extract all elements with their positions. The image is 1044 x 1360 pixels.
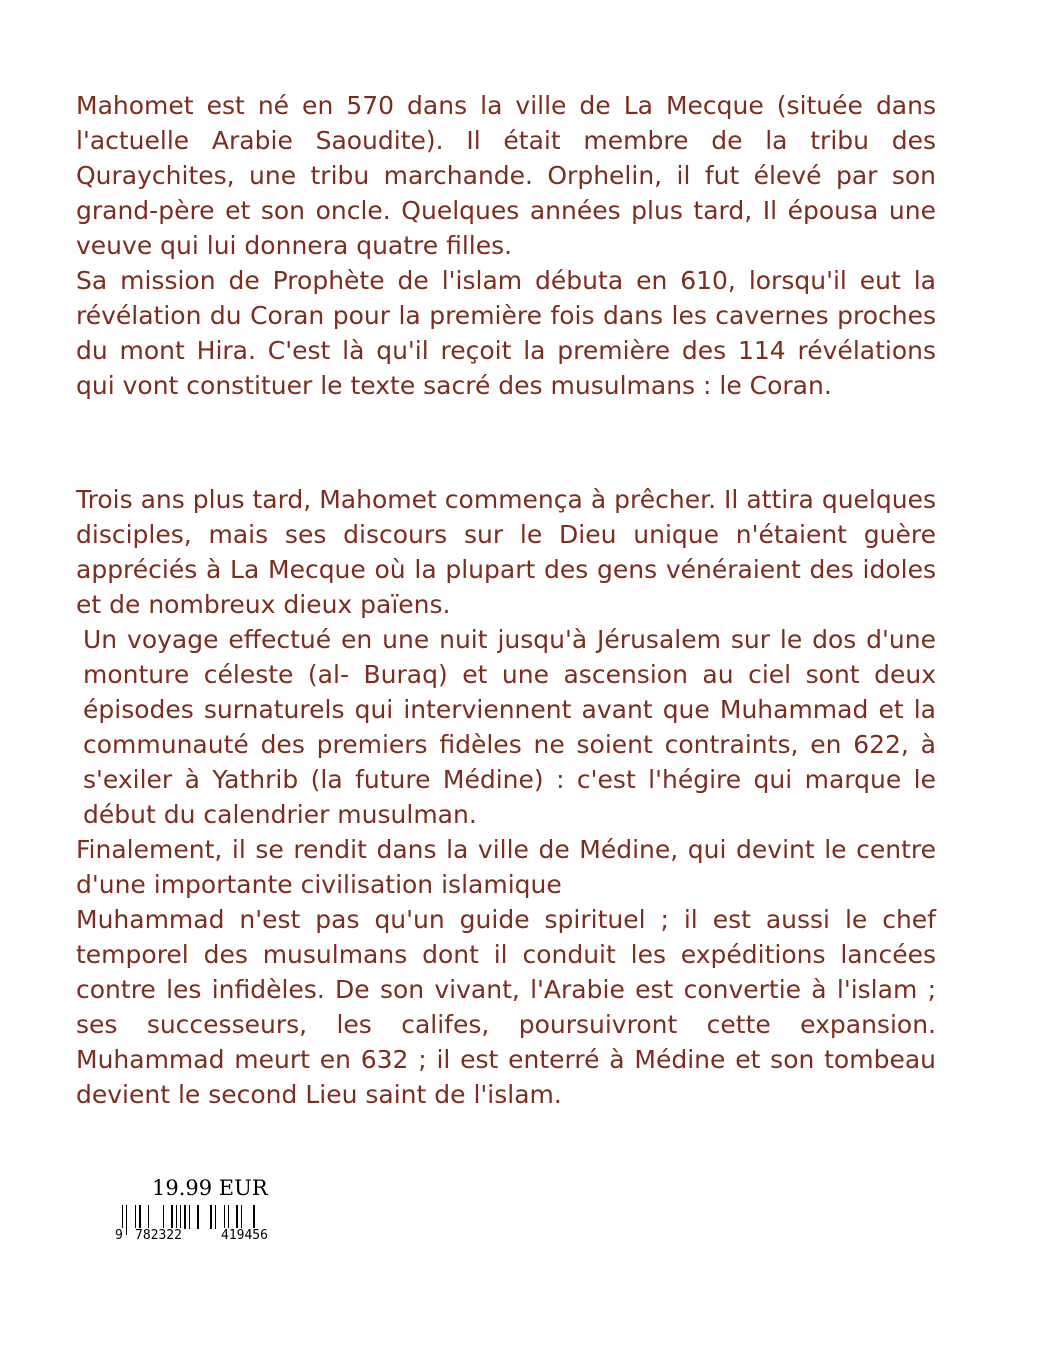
barcode-bar [148, 1205, 149, 1229]
barcode-bar [224, 1205, 225, 1229]
paragraph-medina: Finalement, il se rendit dans la ville de Médine, qui devint le centre d'une importante civilisation islamique [76, 835, 936, 899]
barcode-bar [228, 1205, 229, 1229]
barcode-bar [180, 1205, 181, 1229]
barcode-bar [210, 1205, 212, 1229]
barcode-bar [236, 1205, 238, 1229]
barcode-bar [126, 1205, 127, 1235]
text-block-top [76, 88, 936, 403]
barcode-bar [163, 1205, 164, 1229]
isbn-prefix: 9 [115, 1228, 123, 1243]
text-block-bottom [76, 482, 936, 1112]
barcode-bar [215, 1205, 216, 1229]
barcode-bar [135, 1205, 136, 1229]
barcode-bar [189, 1205, 190, 1229]
isbn-group-1: 782322 [135, 1228, 182, 1243]
paragraph-mission: Sa mission de Prophète de l'islam débuta en 610, lorsqu'il eut la révélation du Coran pour la première fois dans les cavernes proches du mont Hira. C'est là qu'il reçoit la première des 114 révélations qui vont constituer le texte sacré des musulmans : le Coran. [76, 266, 936, 400]
barcode-bar [241, 1205, 242, 1229]
isbn-group-2: 419456 [221, 1228, 268, 1243]
paragraph-preaching: Trois ans plus tard, Mahomet commença à prêcher. Il attira quelques disciples, mais ses discours sur le Dieu unique n'étaient guère appréciés à La Mecque où la plupart des gens vénéraient des idoles et de nombreux dieux païens. [76, 485, 936, 619]
barcode-bar [176, 1205, 177, 1229]
barcode-bar [197, 1205, 199, 1229]
paragraph-birth: Mahomet est né en 570 dans la ville de La Mecque (située dans l'actuelle Arabie Saoudite). Il était membre de la tribu des Quraychites, une tribu marchande. Orphelin, il fut élevé par son grand-père et son oncle. Quelques années plus tard, Il épousa une veuve qui lui donnera quatre filles. [76, 91, 936, 260]
paragraph-night-journey: Un voyage effectué en une nuit jusqu'à Jérusalem sur le dos d'une monture céleste (al- Buraq) et une ascension au ciel sont deux épisodes surnaturels qui interviennent avant que Muhammad et la communauté des premiers fidèles ne soient contraints, en 622, à s'exiler à Yathrib (la future Médine) : c'est l'hégire qui marque le début du calendrier musulman. [83, 625, 936, 829]
paragraph-leader: Muhammad n'est pas qu'un guide spirituel ; il est aussi le chef temporel des musulmans dont il conduit les expéditions lancées contre les infidèles. De son vivant, l'Arabie est convertie à l'islam ; ses successeurs, les califes, poursuivront cette expansion. Muhammad meurt en 632 ; il est enterré à Médine et son tombeau devient le second Lieu saint de l'islam. [76, 905, 936, 1109]
barcode-bar [184, 1205, 186, 1229]
price-label: 19.99 EUR [152, 1176, 268, 1200]
barcode-bar [171, 1205, 173, 1229]
barcode-bar [139, 1205, 141, 1229]
